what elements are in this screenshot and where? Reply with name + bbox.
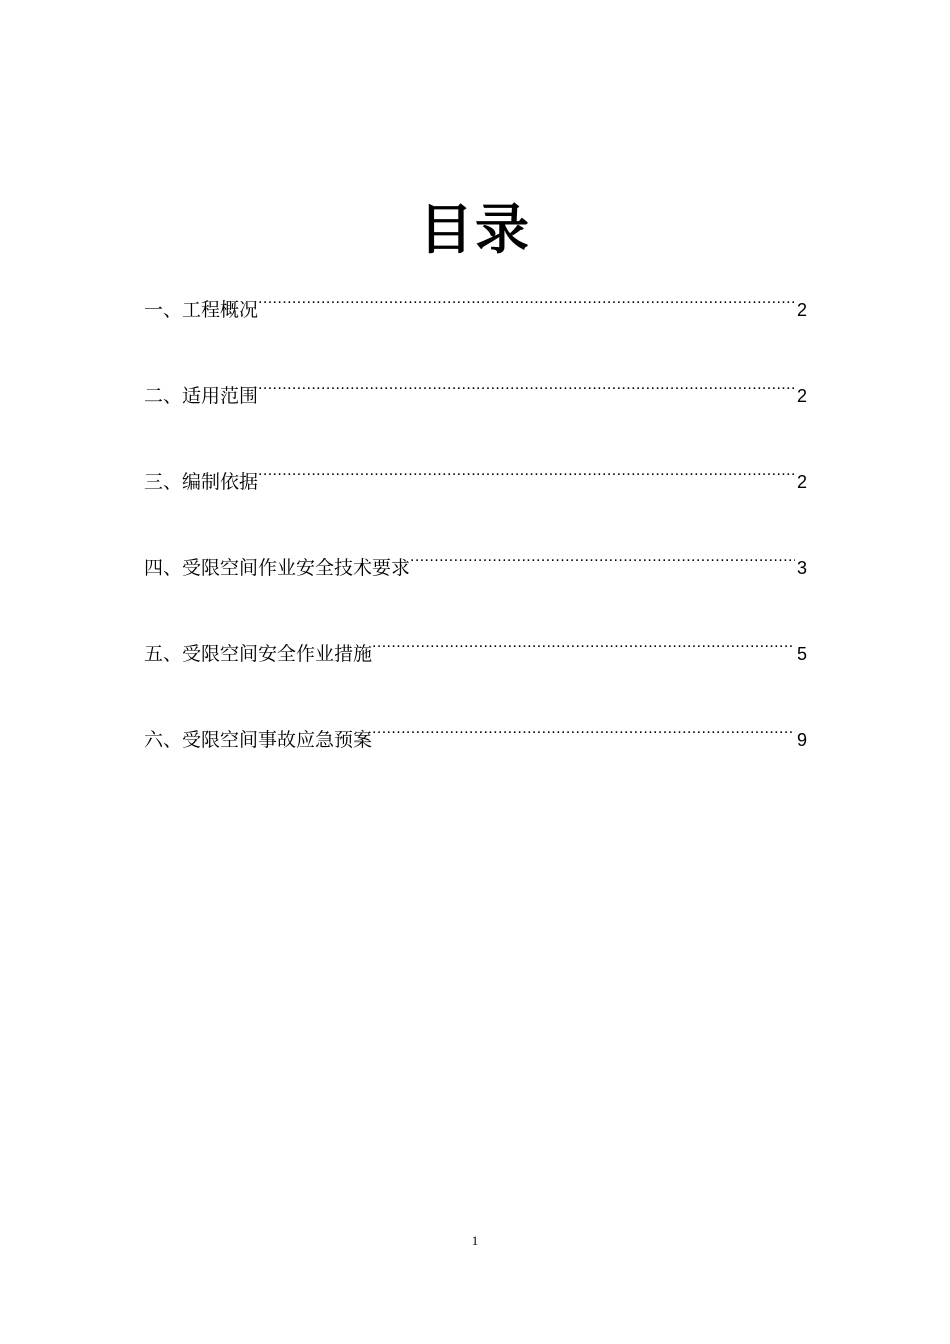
toc-entry-2[interactable] xyxy=(144,366,807,407)
toc-entry-6[interactable] xyxy=(144,710,807,751)
toc-entry-page: 2 xyxy=(796,472,807,492)
toc-dot-leader xyxy=(410,538,795,574)
page-number: 1 xyxy=(471,1233,479,1248)
toc-entry-page: 2 xyxy=(796,300,807,320)
toc-entry-label: 三、编制依据 xyxy=(144,471,259,493)
toc-entry-label: 六、受限空间事故应急预案 xyxy=(144,729,373,751)
toc-entry-page: 3 xyxy=(796,558,807,578)
toc-entry-label: 一、工程概况 xyxy=(144,299,259,321)
toc-entry-5[interactable] xyxy=(144,624,807,665)
toc-entry-4[interactable] xyxy=(144,538,807,579)
toc-dot-leader xyxy=(258,280,795,316)
toc-entry-1[interactable] xyxy=(144,280,807,321)
toc-entry-label: 四、受限空间作业安全技术要求 xyxy=(144,557,411,579)
toc-entry-page: 5 xyxy=(796,644,807,664)
toc-entry-label: 五、受限空间安全作业措施 xyxy=(144,643,373,665)
toc-dot-leader xyxy=(372,710,795,746)
toc-entry-label: 二、适用范围 xyxy=(144,385,259,407)
toc-dot-leader xyxy=(258,366,795,402)
toc-entry-page: 2 xyxy=(796,386,807,406)
toc-title: 目录 xyxy=(419,197,531,261)
toc-entry-3[interactable] xyxy=(144,452,807,493)
toc-dot-leader xyxy=(258,452,795,488)
toc-dot-leader xyxy=(372,624,795,660)
toc-entry-page: 9 xyxy=(796,730,807,750)
